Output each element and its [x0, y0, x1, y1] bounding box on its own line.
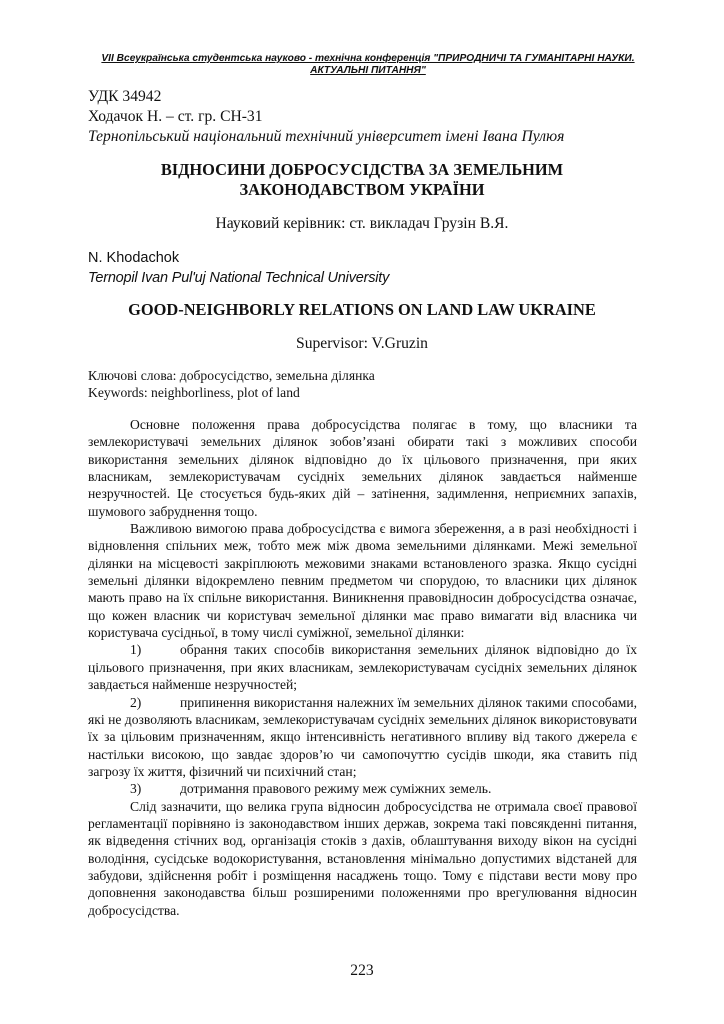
list-number: 3) — [130, 781, 142, 797]
affiliation-uk: Тернопільський національний технічний університет імені Івана Пулюя — [88, 128, 565, 145]
supervisor-uk: Науковий керівник: ст. викладач Грузін В.Я. — [215, 215, 509, 232]
list-item-2 — [88, 694, 637, 781]
page-number: 223 — [350, 962, 374, 979]
list-number: 1) — [130, 642, 142, 658]
body-text — [88, 416, 637, 919]
author-uk: Ходачок Н. – ст. гр. СН-31 — [88, 108, 263, 125]
list-item-text: припинення використання належних їм земельних ділянок такими способами, які не дозволяють власникам, землекористувачам сусідніх земельних ділянок використовувати їх за цільовим призначенням, якщо інтенсивність негативного впливу від такого джерела є настільки високою, що завдає здоров’ю чи самопочуттю сусідів шкоди, яка ставить під загрозу їх життя, фізичний чи психічний стан; — [88, 694, 637, 779]
keywords-uk: Ключові слова: добросусідство, земельна ділянка — [88, 368, 375, 383]
keywords-en: Keywords: neighborliness, plot of land — [88, 385, 300, 400]
supervisor-en: Supervisor: V.Gruzin — [296, 335, 428, 352]
author-en: N. Khodachok — [88, 250, 180, 266]
list-item-3 — [88, 780, 637, 797]
list-number: 2) — [130, 694, 142, 710]
list-item-text: дотримання правового режиму меж суміжних земель. — [180, 781, 492, 797]
title-en: GOOD-NEIGHBORLY RELATIONS ON LAND LAW UKRAINE — [128, 300, 596, 319]
list-item-1 — [88, 641, 637, 693]
paragraph-3: Слід зазначити, що велика група відносин добросусідства не отримала своєї правової регламентації порівняно із законодавством інших держав, зокрема такі повсякденні питання, як відведення стічних вод, організація стоків з дахів, облаштування виходу вікон на сусідні володіння, сусідське водокористування, встановлення мінімально допустимих відстаней для забудови, здійснення робіт і розміщення насаджень тощо. Тому є підстави вести мову про доповнення законодавства більш розширеними положеннями про врегулювання відносин добросусідства. — [88, 798, 637, 918]
paragraph-1: Основне положення права добросусідства полягає в тому, що власники та землекористувачі земельних ділянок зобов’язані обирати такі з можливих способи використання земельних ділянок відповідно до їх цільового призначення, при яких власникам, землекористувачам сусідніх земельних ділянок завдається найменше незручностей. Це стосується будь-яких дій – затінення, задимлення, неприємних запахів, шумового забруднення тощо. — [88, 417, 637, 519]
affiliation-en: Ternopil Ivan Pul'uj National Technical University — [88, 270, 390, 286]
list-item-text: обрання таких способів використання земельних ділянок відповідно до їх цільового призначення, при яких власникам, землекористувачам сусідніх земельних ділянок завдається найменше незручностей; — [88, 642, 637, 693]
udk-code: УДК 34942 — [88, 88, 162, 105]
title-uk-line-1: ВІДНОСИНИ ДОБРОСУСІДСТВА ЗА ЗЕМЕЛЬНИМ — [160, 160, 564, 179]
paragraph-2: Важливою вимогою права добросусідства є вимога збереження, а в разі необхідності і відновлення спільних меж, тобто меж між двома земельними ділянками. Межі земельної ділянки на місцевості закріплюють межовими знаками встановленого зразка. Якщо сусідні земельні ділянки відокремлено певним предметом чи спорудою, то власники цих ділянок мають право на їх спільне використання. Виникнення правовідносин добросусідства означає, що кожен власник чи користувач земельної ділянки має право вимагати від власника чи користувача сусідньої, в тому числі суміжної, земельної ділянки: — [88, 521, 637, 641]
conference-header: VII Всеукраїнська студентська науково - технічна конференція "ПРИРОДНИЧІ ТА ГУМАНІТАРНІ НАУКИ. АКТУАЛЬНІ ПИТАННЯ" — [101, 53, 635, 76]
title-uk-line-2: ЗАКОНОДАВСТВОМ УКРАЇНИ — [239, 180, 485, 199]
